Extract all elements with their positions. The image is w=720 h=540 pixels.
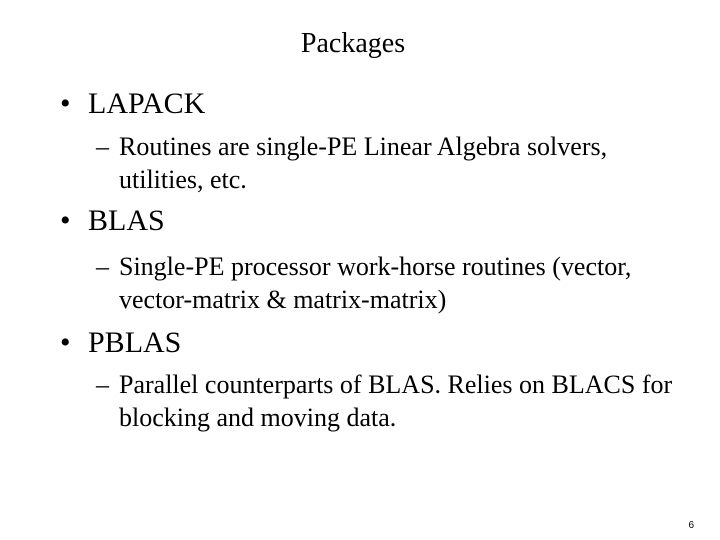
bullet-symbol: •: [60, 87, 71, 120]
page-number: 6: [688, 520, 694, 531]
slide-title: Packages: [300, 28, 406, 59]
sub-item-text: Parallel counterparts of BLAS. Relies on BLACS for blocking and moving data.: [119, 370, 673, 432]
dash-symbol: –: [96, 252, 109, 281]
bullet-heading: PBLAS: [88, 326, 182, 359]
dash-symbol: –: [96, 132, 109, 161]
sub-item-pblas: [96, 368, 696, 434]
bullet-symbol: •: [60, 204, 71, 237]
bullet-item-pblas: [60, 325, 181, 361]
sub-item-lapack: [96, 130, 696, 196]
sub-item-text: Single-PE processor work-horse routines (vector, vector-matrix & matrix-matrix): [119, 252, 632, 314]
bullet-item-lapack: [60, 86, 205, 122]
sub-item-blas: [96, 250, 696, 316]
bullet-heading: BLAS: [88, 204, 165, 237]
dash-symbol: –: [96, 370, 109, 399]
bullet-heading: LAPACK: [88, 87, 206, 120]
bullet-symbol: •: [60, 326, 71, 359]
bullet-item-blas: [60, 203, 165, 239]
sub-item-text: Routines are single-PE Linear Algebra solvers, utilities, etc.: [119, 132, 608, 194]
